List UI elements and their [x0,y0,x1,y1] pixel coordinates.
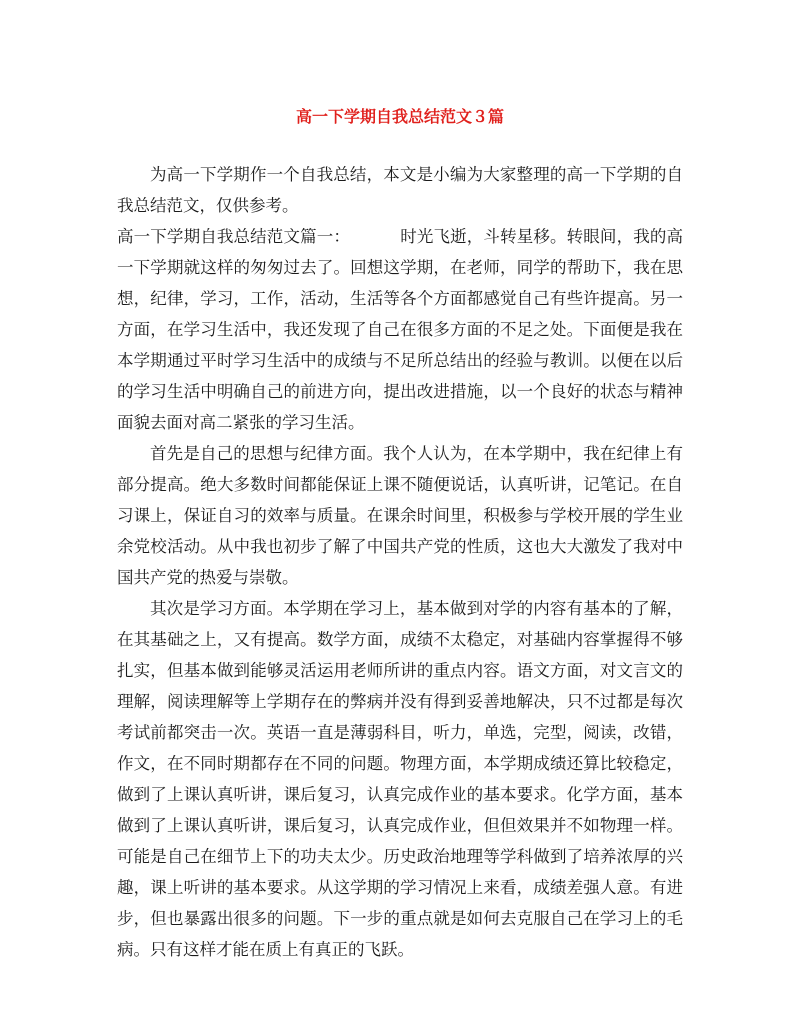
paragraph-study: 其次是学习方面。本学期在学习上，基本做到对学的内容有基本的了解，在其基础之上，又有提高。数学方面，成绩不太稳定，对基础内容掌握得不够扎实，但基本做到能够灵活运用老师所讲的重点内容。语文方面，对文言文的理解，阅读理解等上学期存在的弊病并没有得到妥善地解决，只不过都是每次考试前都突击一次。英语一直是薄弱科目，听力，单选，完型，阅读，改错，作文，在不同时期都存在不同的问题。物理方面，本学期成绩还算比较稳定，做到了上课认真听讲，课后复习，认真完成作业的基本要求。化学方面，基本做到了上课认真听讲，课后复习，认真完成作业，但但效果并不如物理一样。可能是自己在细节上下的功夫太少。历史政治地理等学科做到了培养浓厚的兴趣，课上听讲的基本要求。从这学期的学习情况上来看，成绩差强人意。有进步，但也暴露出很多的问题。下一步的重点就是如何去克服自己在学习上的毛病。只有这样才能在质上有真正的飞跃。 [117,599,683,959]
section1-heading: 高一下学期自我总结范文篇一： [117,227,351,246]
document-body [117,159,683,965]
intro-paragraph: 为高一下学期作一个自我总结，本文是小编为大家整理的高一下学期的自我总结范文，仅供参考。 [117,165,683,215]
section1-paragraph [117,221,683,438]
document-title: 高一下学期自我总结范文３篇 [295,107,504,126]
section1-text: 时光飞逝，斗转星移。转眼间，我的高一下学期就这样的匆匆过去了。回想这学期，在老师，同学的帮助下，我在思想，纪律，学习，工作，活动，生活等各个方面都感觉自己有些许提高。另一方面，在学习生活中，我还发现了自己在很多方面的不足之处。下面便是我在本学期通过平时学习生活中的成绩与不足所总结出的经验与教训。以便在以后的学习生活中明确自己的前进方向，提出改进措施，以一个良好的状态与精神面貌去面对高二紧张的学习生活。 [117,227,684,432]
paragraph-discipline: 首先是自己的思想与纪律方面。我个人认为，在本学期中，我在纪律上有部分提高。绝大多数时间都能保证上课不随便说话，认真听讲，记笔记。在自习课上，保证自习的效率与质量。在课余时间里，积极参与学校开展的学生业余党校活动。从中我也初步了解了中国共产党的性质，这也大大激发了我对中国共产党的热爱与崇敬。 [117,444,683,587]
